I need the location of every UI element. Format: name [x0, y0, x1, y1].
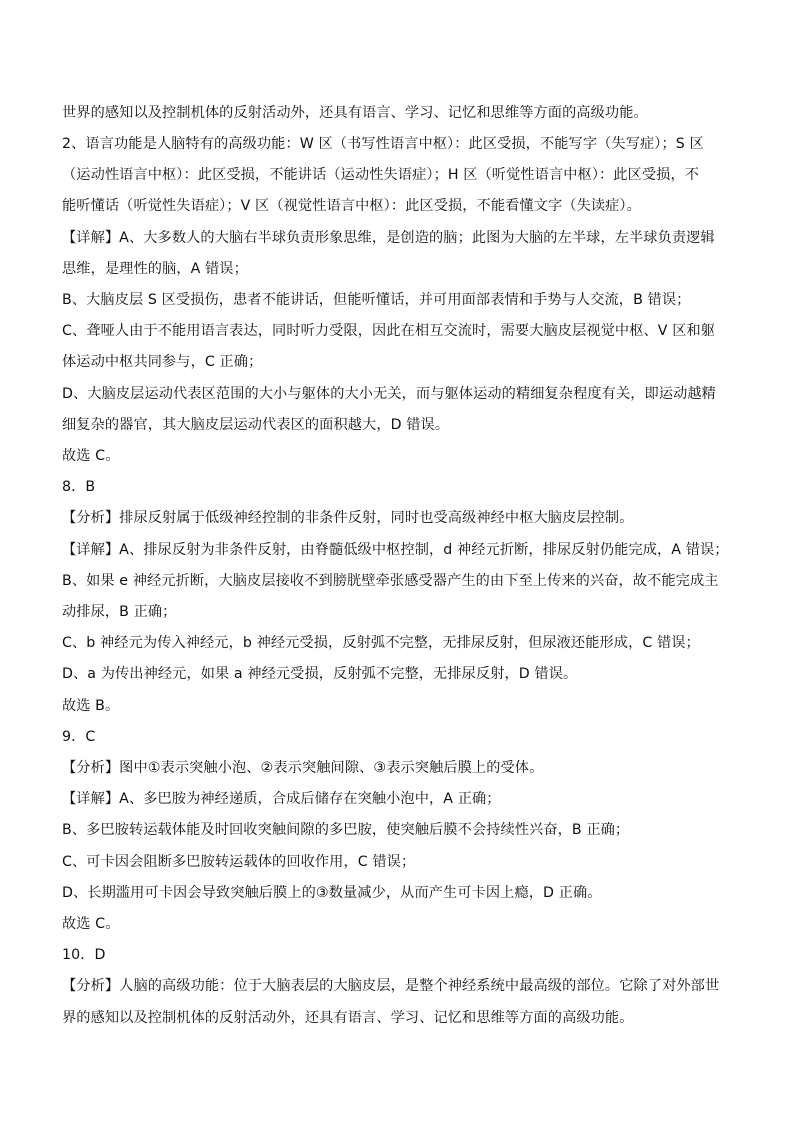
text-line: C、b 神经元为传入神经元，b 神经元受损，反射弧不完整，无排尿反射，但尿液还能形成，C 错误；: [62, 635, 700, 651]
question-number: 9．C: [62, 729, 96, 745]
text-line: 思维，是理性的脑，A 错误；: [62, 261, 248, 277]
text-line: 细复杂的器官，其大脑皮层运动代表区的面积越大，D 错误。: [62, 417, 450, 433]
text-line: （运动性语言中枢）：此区受损，不能讲话（运动性失语症）；H 区（听觉性语言中枢）：此区受损，不: [62, 167, 700, 183]
text-line: 【详解】A、多巴胺为神经递质，合成后储存在突触小泡中，A 正确；: [62, 791, 501, 807]
question-number: 8．B: [62, 479, 96, 495]
text-line: 故选 C。: [62, 448, 120, 464]
text-line: 故选 B。: [62, 698, 120, 714]
text-line: 界的感知以及控制机体的反射活动外，还具有语言、学习、记忆和思维等方面的高级功能。: [62, 1010, 634, 1026]
text-line: C、聋哑人由于不能用语言表达，同时听力受限，因此在相互交流时，需要大脑皮层视觉中枢、V 区和躯: [62, 323, 716, 339]
text-line: B、多巴胺转运载体能及时回收突触间隙的多巴胺，使突触后膜不会持续性兴奋，B 正确；: [62, 822, 630, 838]
text-line: 【分析】图中①表示突触小泡、②表示突触间隙、③表示突触后膜上的受体。: [62, 760, 544, 776]
text-line: C、可卡因会阻断多巴胺转运载体的回收作用，C 错误；: [62, 854, 416, 870]
text-line: 【分析】排尿反射属于低级神经控制的非条件反射，同时也受高级神经中枢大脑皮层控制。: [62, 510, 634, 526]
text-line: 体运动中枢共同参与，C 正确；: [62, 354, 263, 370]
text-line: D、长期滥用可卡因会导致突触后膜上的③数量减少，从而产生可卡因上瘾，D 正确。: [62, 885, 602, 901]
text-line: B、如果 e 神经元折断，大脑皮层接收不到膀胱壁牵张感受器产生的由下至上传来的兴奋，故不能完成主: [62, 573, 719, 589]
text-line: D、大脑皮层运动代表区范围的大小与躯体的大小无关，而与躯体运动的精细复杂程度有关，即运动越精: [62, 386, 716, 402]
text-line: 世界的感知以及控制机体的反射活动外，还具有语言、学习、记忆和思维等方面的高级功能。: [62, 105, 648, 121]
text-line: B、大脑皮层 S 区受损伤，患者不能讲话，但能听懂话，并可用面部表情和手势与人交流，B 错误；: [62, 292, 691, 308]
text-line: 【分析】人脑的高级功能：位于大脑表层的大脑皮层，是整个神经系统中最高级的部位。它除了对外部世: [62, 978, 720, 994]
text-line: 动排尿，B 正确；: [62, 604, 177, 620]
text-line: 【详解】A、排尿反射为非条件反射，由脊髓低级中枢控制，d 神经元折断，排尿反射仍能完成，A 错误；: [62, 542, 729, 558]
text-line: 能听懂话（听觉性失语症）；V 区（视觉性语言中枢）：此区受损，不能看懂文字（失读症）。: [62, 198, 641, 214]
question-number: 10．D: [62, 947, 106, 963]
text-line: 2、语言功能是人脑特有的高级功能：W 区（书写性语言中枢）：此区受损，不能写字（失写症）；S 区: [62, 136, 704, 152]
text-line: 【详解】A、大多数人的大脑右半球负责形象思维，是创造的脑；此图为大脑的左半球，左半球负责逻辑: [62, 230, 715, 246]
text-line: D、a 为传出神经元，如果 a 神经元受损，反射弧不完整，无排尿反射，D 错误。: [62, 666, 578, 682]
text-line: 故选 C。: [62, 916, 120, 932]
